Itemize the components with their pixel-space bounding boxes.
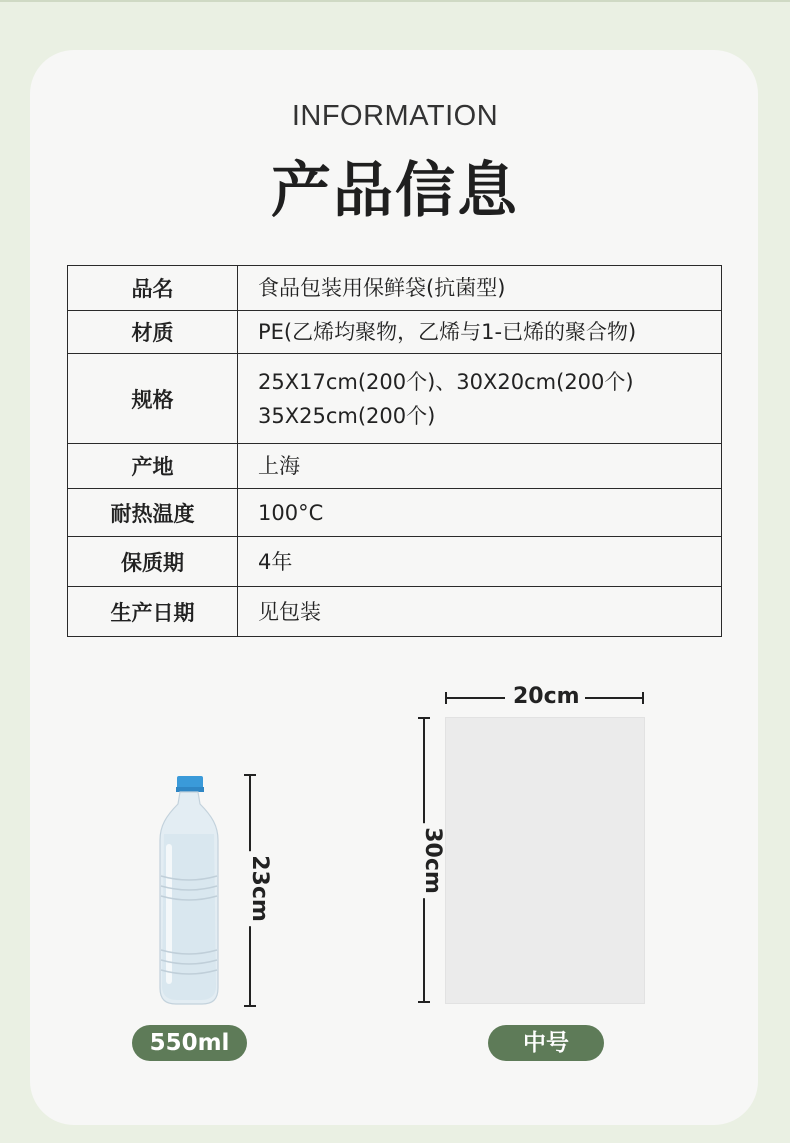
value-line: PE(乙烯均聚物，乙烯与1-已烯的聚合物)	[258, 320, 637, 344]
value-line: 食品包装用保鲜袋(抗菌型)	[258, 276, 506, 300]
row-value	[238, 444, 722, 489]
table-row	[68, 266, 722, 311]
bag-size-badge: 中号	[488, 1025, 604, 1061]
row-label: 耐热温度	[68, 489, 238, 537]
row-value	[238, 587, 722, 637]
table-row	[68, 311, 722, 354]
row-value	[238, 537, 722, 587]
value-line: 35X25cm(200个)	[258, 403, 436, 428]
row-label: 产地	[68, 444, 238, 489]
row-label: 规格	[68, 354, 238, 444]
section-title-en: INFORMATION	[291, 100, 499, 132]
value-line: 上海	[258, 454, 300, 478]
bag-height-label: 30cm	[420, 823, 445, 898]
table-row	[68, 537, 722, 587]
value-line: 见包装	[258, 599, 321, 624]
row-value	[238, 354, 722, 444]
row-label: 材质	[68, 311, 238, 354]
row-value	[238, 489, 722, 537]
bag-illustration	[445, 717, 645, 1004]
row-label: 品名	[68, 266, 238, 311]
table-row	[68, 489, 722, 537]
table-row	[68, 354, 722, 444]
value-line: 100°C	[258, 500, 324, 525]
bottle-volume-badge: 550ml	[132, 1025, 247, 1061]
water-bottle-image	[154, 774, 224, 1010]
table-row	[68, 587, 722, 637]
row-value	[238, 311, 722, 354]
row-label: 保质期	[68, 537, 238, 587]
value-line: 4年	[258, 549, 293, 574]
table-row	[68, 444, 722, 489]
top-divider	[0, 0, 790, 2]
row-value	[238, 266, 722, 311]
section-title-cn: 产品信息	[271, 156, 519, 226]
product-info-table	[67, 265, 722, 637]
bag-width-label: 20cm	[513, 684, 580, 709]
row-label: 生产日期	[68, 587, 238, 637]
value-line: 25X17cm(200个)、30X20cm(200个)	[258, 369, 634, 394]
bottle-height-label: 23cm	[247, 851, 272, 926]
